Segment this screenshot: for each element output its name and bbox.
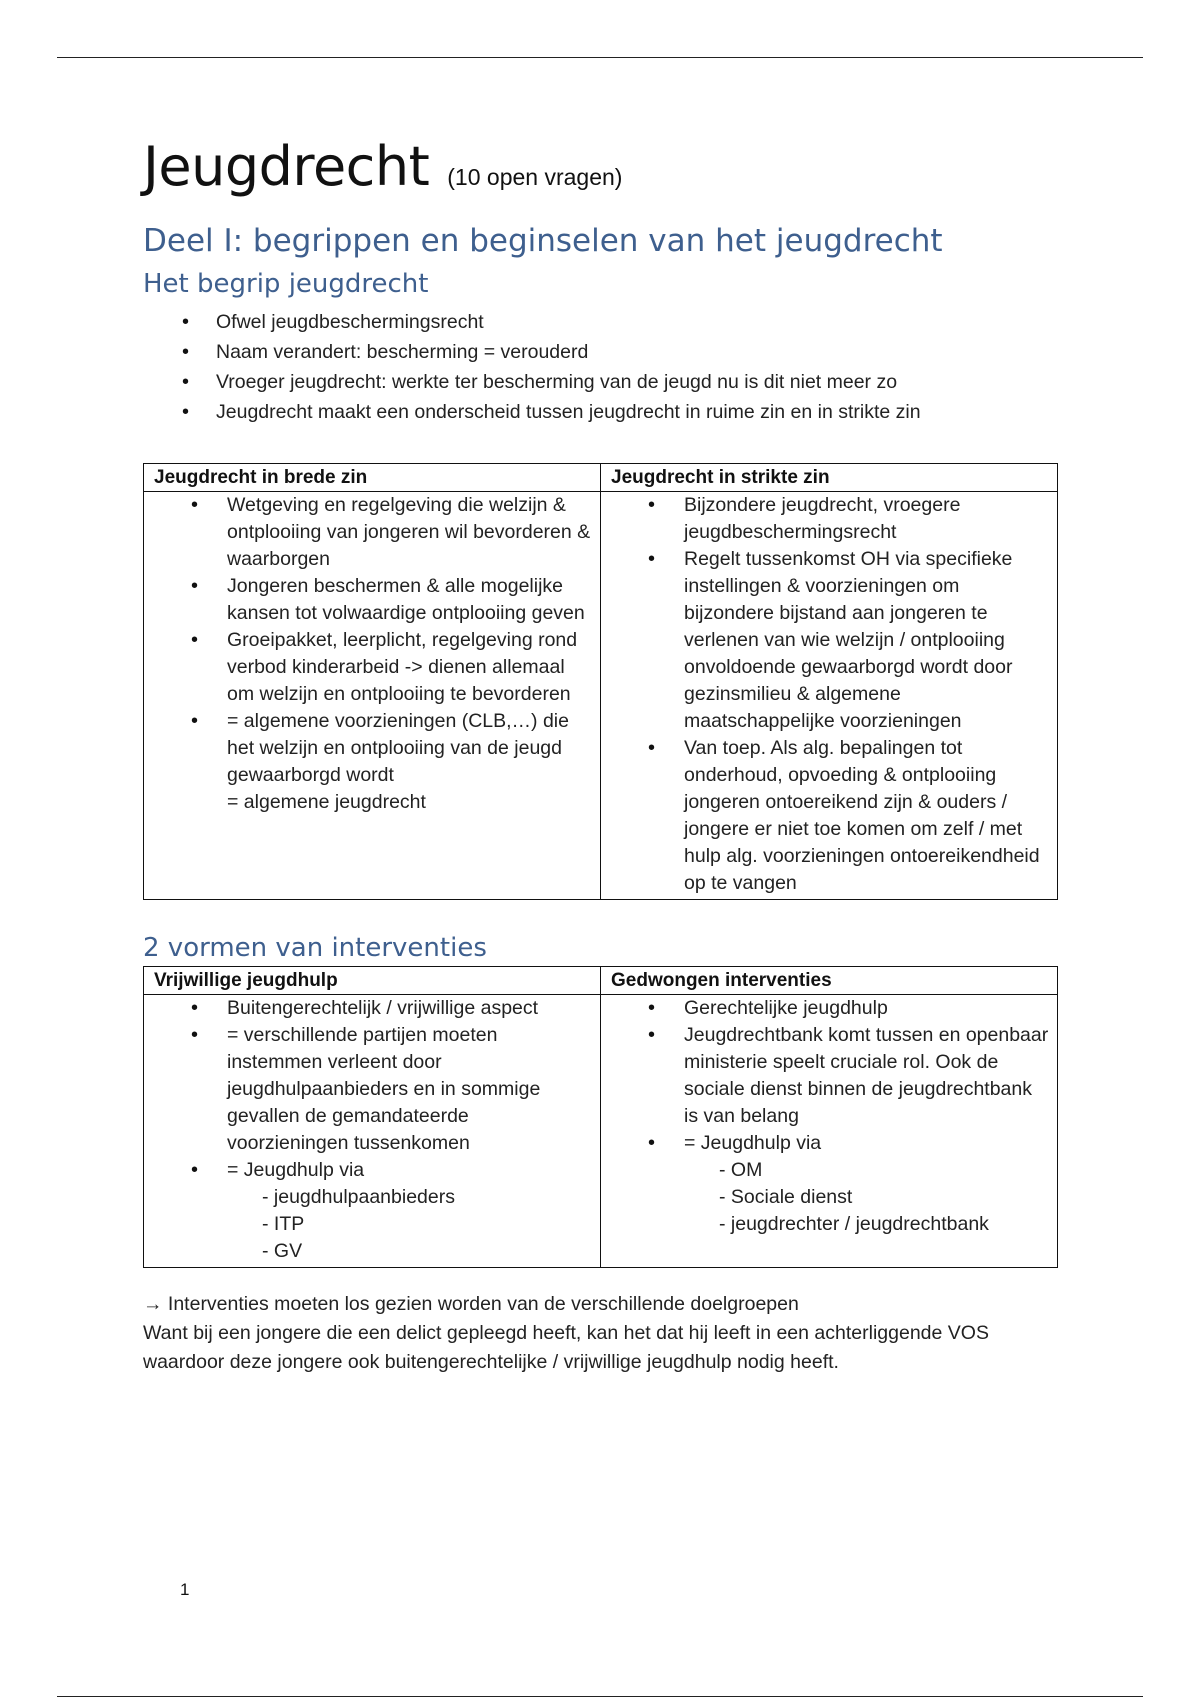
sub-list-item: - Sociale dienst	[719, 1186, 853, 1209]
table-cell-strikte-zin	[601, 491, 1058, 899]
jeugdrecht-comparison-table	[143, 463, 1058, 900]
list-item: • Vroeger jeugdrecht: werkte ter bescherming van de jeugd nu is dit niet meer zo	[216, 367, 1063, 397]
table-cell-brede-zin	[144, 491, 601, 899]
list-item: • Ofwel jeugdbeschermingsrecht	[216, 307, 1063, 337]
page-number: 1	[180, 1580, 190, 1599]
table-row	[144, 995, 1058, 1268]
title-row	[143, 135, 1063, 198]
interventies-table	[143, 966, 1058, 1268]
table-header-row	[144, 967, 1058, 995]
list-item	[684, 1130, 1049, 1238]
sub-list	[684, 1157, 1049, 1238]
list-item	[227, 1157, 592, 1265]
section-heading-begrip: Het begrip jeugdrecht	[143, 269, 429, 300]
list-item-text: = algemene voorzieningen (CLB,…) die het welzijn en ontplooiing van de jeugd gewaarborgd wordt	[227, 709, 569, 786]
sub-list-item: - GV	[262, 1240, 303, 1263]
list-item: • Jongeren beschermen & alle mogelijke kansen tot volwaardige ontplooiing geven	[227, 573, 592, 627]
list-item: • Bijzondere jeugdrecht, vroegere jeugdbeschermingsrecht	[684, 492, 1049, 546]
table-header-gedwongen: Gedwongen interventies	[601, 967, 1058, 995]
document-body	[143, 135, 1063, 1377]
list-item: • Jeugdrechtbank komt tussen en openbaar ministerie speelt cruciale rol. Ook de sociale dienst binnen de jeugdrechtbank is van belang	[684, 1022, 1049, 1130]
sub-list-item: - OM	[719, 1159, 763, 1182]
list-item: • Jeugdrecht maakt een onderscheid tussen jeugdrecht in ruime zin en in strikte zin	[216, 397, 1063, 427]
sub-list	[227, 1184, 592, 1265]
table-row	[144, 491, 1058, 899]
list-item: • Wetgeving en regelgeving die welzijn & ontplooiing van jongeren wil bevorderen & waarborgen	[227, 492, 592, 573]
list-item	[227, 708, 592, 816]
table-header-brede-zin: Jeugdrecht in brede zin	[144, 463, 601, 491]
list-item-text: = Jeugdhulp via	[684, 1132, 822, 1155]
list-item: • Groeipakket, leerplicht, regelgeving rond verbod kinderarbeid -> dienen allemaal om welzijn en ontplooiing te bevorderen	[227, 627, 592, 708]
table-header-vrijwillig: Vrijwillige jeugdhulp	[144, 967, 601, 995]
list-item: • Buitengerechtelijk / vrijwillige aspect	[227, 995, 592, 1022]
table-header-strikte-zin: Jeugdrecht in strikte zin	[601, 463, 1058, 491]
list-item: • Regelt tussenkomst OH via specifieke instellingen & voorzieningen om bijzondere bijstand aan jongeren te verlenen van wie welzijn / ontplooiing onvoldoende gewaarborgd wordt door gezinsmilieu & algemene maatschappelijke voorzieningen	[684, 546, 1049, 735]
document-title: Jeugdrecht	[143, 135, 430, 198]
sub-list-item: - ITP	[262, 1213, 305, 1236]
cell-bullet-list	[601, 492, 1049, 897]
part-heading: Deel I: begrippen en beginselen van het jeugdrecht	[143, 223, 943, 259]
footer-rule	[57, 1696, 1143, 1697]
sub-list-item: - jeugdrechter / jeugdrechtbank	[719, 1213, 989, 1236]
list-item: • Naam verandert: bescherming = verouderd	[216, 337, 1063, 367]
interventies-note	[143, 1290, 1063, 1377]
cell-bullet-list	[144, 995, 592, 1265]
list-item-continuation: = algemene jeugdrecht	[227, 790, 426, 813]
list-item-text: = Jeugdhulp via	[227, 1159, 365, 1182]
document-subtitle: (10 open vragen)	[447, 164, 623, 190]
sub-list-item: - jeugdhulpaanbieders	[262, 1186, 455, 1209]
begrip-bullet-list	[143, 307, 1063, 427]
table-cell-gedwongen	[601, 995, 1058, 1268]
table-header-row	[144, 463, 1058, 491]
cell-bullet-list	[601, 995, 1049, 1238]
table-cell-vrijwillig	[144, 995, 601, 1268]
list-item: • Gerechtelijke jeugdhulp	[684, 995, 1049, 1022]
note-line-explanation: Want bij een jongere die een delict gepleegd heeft, kan het dat hij leeft in een achterliggende VOS waardoor deze jongere ook buitengerechtelijke / vrijwillige jeugdhulp nodig heeft.	[143, 1322, 989, 1374]
list-item: • Van toep. Als alg. bepalingen tot onderhoud, opvoeding & ontplooiing jongeren ontoereikend zijn & ouders / jongere er niet toe komen om zelf / met hulp alg. voorzieningen ontoereikendheid op te vangen	[684, 735, 1049, 897]
list-item: • = verschillende partijen moeten instemmen verleent door jeugdhulpaanbieders en in sommige gevallen de gemandateerde voorzieningen tussenkomen	[227, 1022, 592, 1157]
note-line-arrow: → Interventies moeten los gezien worden van de verschillende doelgroepen	[143, 1293, 799, 1316]
section-heading-interventies: 2 vormen van interventies	[143, 932, 487, 963]
header-rule	[57, 57, 1143, 58]
cell-bullet-list	[144, 492, 592, 816]
